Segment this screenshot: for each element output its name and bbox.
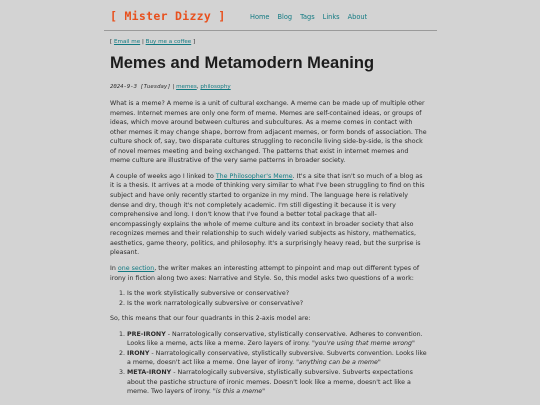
nav-blog[interactable]: Blog (277, 13, 293, 21)
list-item: 2. Is the work narratologically subversive or conservative? (127, 299, 427, 309)
paragraph-2 (110, 172, 427, 258)
post-title: Memes and Metamodern Meaning (110, 53, 375, 72)
list-item (127, 368, 427, 397)
list-item (127, 349, 427, 368)
questions-list (110, 289, 427, 308)
post-meta (110, 83, 427, 92)
site-header (0, 0, 540, 31)
paragraph-1: What is a meme? A meme is a unit of cultural exchange. A meme can be made up of multiple other memes. Internet memes are only one form of meme. Memes are self-contained ideas, or groups of ideas, which move around between cultures and subcultures. As a meme comes in contact with other memes it may change shape, borrow from adjacent memes, or form bonds of association. The culture shock of, say, two disparate cultures struggling to reconcile living side-by-side, is the shock of novel memes meeting and being exchanged. The patterns that exist in internet memes and meme culture are illustrative of the very same patterns in broader society. (110, 99, 427, 165)
list-item (127, 330, 427, 349)
p3-text-a: In (110, 264, 118, 272)
quadrant-quote: "is this a meme" (212, 388, 266, 396)
paragraph-3 (110, 264, 427, 283)
p2-text-b: . It's a site that isn't so much of a blog as it is a thesis. It arrives at a mode of thinking very similar to what I've been struggling to find on this subject and have only recently started to organize in my mind. The language here is relatively dense and dry, though it's not completely academic. I'm still digesting it because it is very comprehensive and long. I don't know that I've found a better total package that all-encompassingly explains the whole of meme culture and its context in broader society that also recognizes memes and their relationship to such widely varied subjects as history, mathematics, aesthetics, game theory, politics, and philosophy. It's a surprisingly heavy read, but the surprise is pleasant. (110, 172, 425, 257)
header-divider (104, 30, 437, 31)
nav-home[interactable]: Home (250, 13, 270, 21)
tag-memes[interactable]: memes (176, 84, 197, 91)
tag-joiner: , (196, 84, 201, 91)
quadrant-name: META-IRONY (127, 369, 172, 377)
p2-text-a: A couple of weeks ago I linked to (110, 172, 216, 180)
bracket-close: ] (191, 39, 196, 45)
quadrant-desc: - Narratologically subversive, stylistically subversive. Subverts expectations about the pastiche structure of ironic memes. Doesn't look like a meme, doesn't act like a meme. Two layers of irony. (127, 369, 413, 396)
quadrant-desc: - Narratologically conservative, stylistically conservative. Adheres to convention. Looks like a meme, acts like a meme. Zero layers of irony. (127, 330, 423, 348)
nav-about[interactable]: About (347, 13, 368, 21)
quadrant-name: PRE-IRONY (127, 330, 166, 338)
tag-philosophy[interactable]: philosophy (200, 84, 231, 91)
quadrant-quote: "anything can be a meme" (296, 359, 381, 367)
site-logo[interactable]: [ Mister Dizzy ] (110, 9, 226, 23)
p3-text-b: , the writer makes an interesting attempt to pinpoint and map out different types of irony in fiction along two axes: Narrative and Style. So, this model asks two questions of a work: (110, 264, 420, 282)
quadrant-quote: "you're using that meme wrong" (311, 340, 415, 348)
quadrant-name: IRONY (127, 349, 150, 357)
paragraph-4: So, this means that our four quadrants in this 2-axis model are: (110, 315, 311, 323)
main-nav (250, 12, 375, 22)
bracket-open: [ (110, 39, 114, 45)
post-date: 2024-9-3 [Tuesday] (110, 84, 171, 91)
list-item: 1. Is the work stylistically subversive or conservative? (127, 289, 427, 299)
contact-links (110, 38, 427, 47)
philosophers-meme-link[interactable]: The Philosopher's Meme (215, 172, 293, 180)
nav-links[interactable]: Links (322, 13, 340, 21)
link-separator: | (140, 39, 146, 45)
coffee-link[interactable]: Buy me a coffee (145, 39, 192, 45)
email-link[interactable]: Email me (113, 39, 141, 45)
one-section-link[interactable]: one section (117, 264, 155, 272)
meta-separator: | (170, 84, 177, 91)
quadrants-list (110, 330, 427, 397)
quadrant-desc: - Narratologically conservative, stylistically subversive. Subverts convention. Looks like a meme, doesn't act like a meme. One layer of irony. (127, 349, 427, 367)
nav-tags[interactable]: Tags (300, 13, 315, 21)
post-content (110, 38, 427, 403)
